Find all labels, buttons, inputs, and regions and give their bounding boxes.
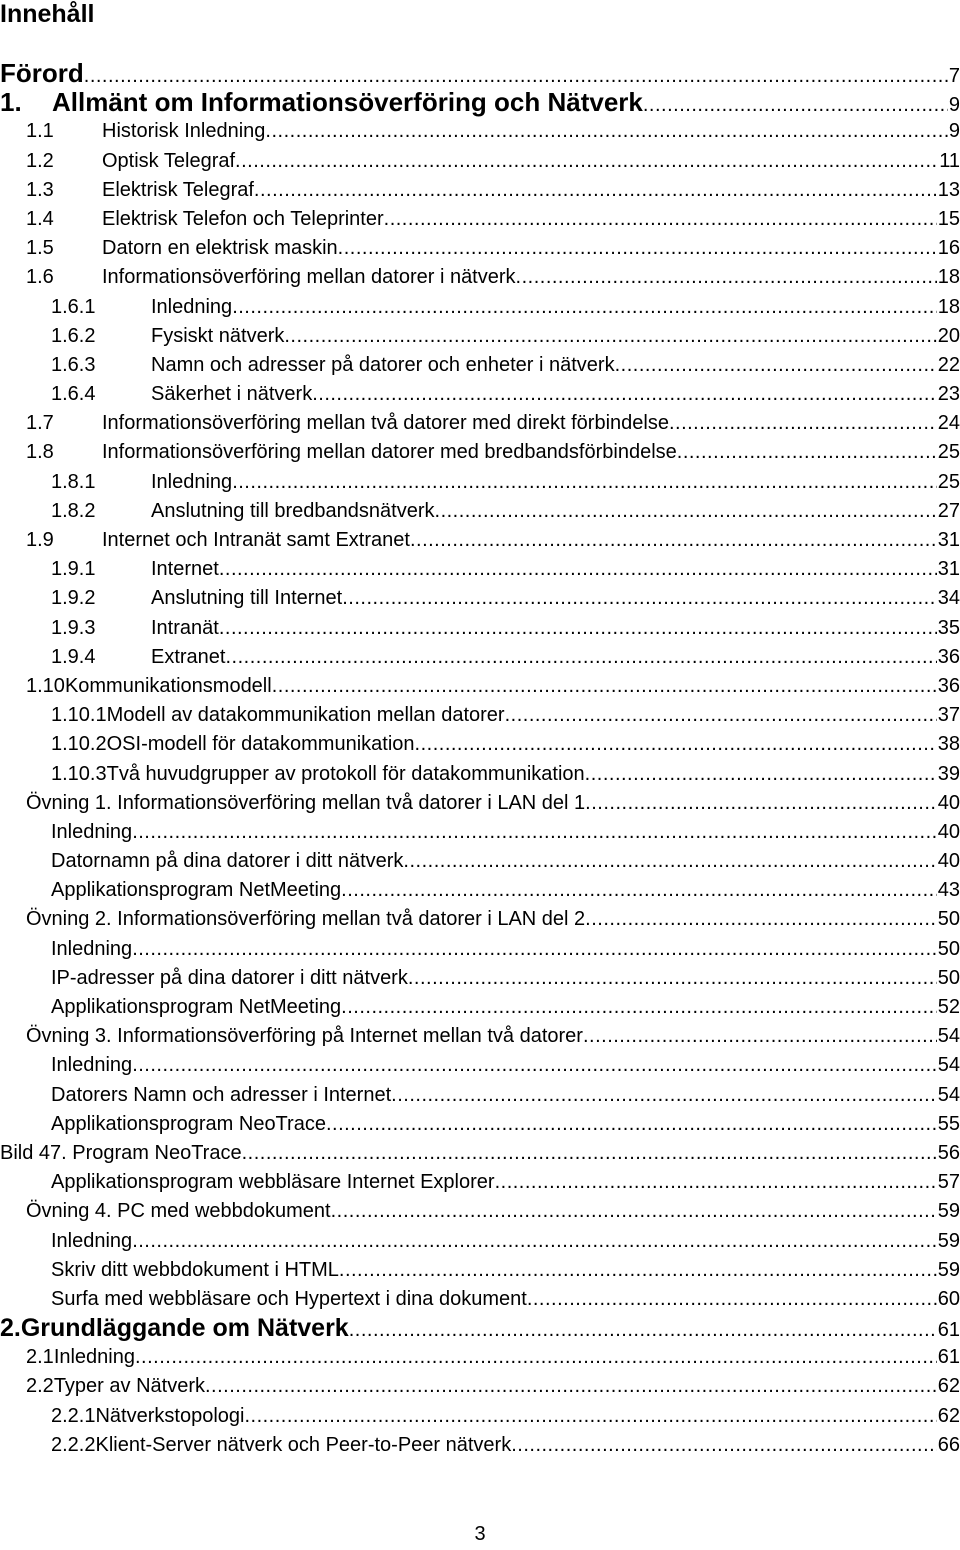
toc-entry-number: 1.6.3: [51, 353, 96, 376]
toc-leader: [331, 1197, 937, 1226]
toc-entry[interactable]: [0, 526, 960, 555]
toc-entry[interactable]: [0, 117, 960, 146]
toc-leader: [408, 964, 937, 993]
toc-entry-page: 34: [937, 587, 960, 610]
toc-entry[interactable]: [0, 293, 960, 322]
toc-entry-title: Anslutning till Internet: [151, 587, 343, 610]
toc-entry-page: 52: [937, 996, 960, 1018]
toc-entry-title: Internet: [151, 558, 219, 581]
toc-entry[interactable]: [0, 468, 960, 497]
toc-leader: [669, 409, 937, 438]
toc-leader: [384, 205, 937, 234]
toc-entry-number: 2.2: [26, 1375, 54, 1398]
toc-entry[interactable]: [0, 409, 960, 438]
toc-entry-number: 1.9.3: [51, 616, 96, 639]
toc-entry-page: 36: [937, 645, 960, 668]
toc-entry-page: 31: [937, 529, 960, 551]
toc-entry-page: 15: [937, 207, 960, 230]
page-number: 3: [474, 1523, 486, 1545]
toc-entry-number: 1.5: [26, 237, 54, 260]
toc-entry[interactable]: [0, 234, 960, 263]
toc-entry-number: 1.9.2: [51, 587, 96, 610]
toc-entry-title: OSI-modell för datakommunikation: [106, 733, 415, 756]
toc-entry[interactable]: [0, 614, 960, 643]
toc-entry-title: Informationsöverföring mellan datorer i nätverk: [102, 266, 516, 289]
toc-entry-title: IP-adresser på dina datorer i ditt nätverk: [51, 966, 408, 989]
toc-entry-title: Inledning: [51, 937, 133, 960]
toc-entry-page: 11: [939, 149, 960, 172]
toc-entry-title: Intranät: [151, 616, 219, 639]
toc-entry[interactable]: [0, 1022, 960, 1051]
toc-entry-page: 62: [937, 1375, 960, 1398]
toc-entry-page: 25: [937, 470, 960, 493]
toc-leader: [435, 497, 937, 526]
toc-entry-title: Nätverkstopologi: [95, 1404, 245, 1427]
toc-entry-number: 1.10.2: [51, 733, 107, 756]
toc-entry-number: 1.10.3: [51, 762, 107, 785]
toc-entry[interactable]: [0, 1256, 960, 1285]
toc-entry-title: Datorn en elektrisk maskin: [102, 237, 338, 260]
toc-entry-title: Datornamn på dina datorer i ditt nätverk: [51, 850, 404, 873]
toc-entry-title: Inledning: [151, 470, 233, 493]
toc-leader: [326, 1110, 937, 1139]
toc-leader: [341, 993, 937, 1022]
toc-leader: [225, 643, 936, 672]
toc-leader: [219, 555, 937, 584]
toc-entry-number: 1.8.1: [51, 470, 96, 493]
toc-entry[interactable]: [0, 730, 960, 759]
toc-entry[interactable]: [0, 701, 960, 730]
toc-entry-title: Inledning: [51, 1229, 133, 1252]
toc-leader: [511, 1431, 937, 1460]
toc-entry[interactable]: [0, 905, 960, 934]
toc-entry-page: 50: [937, 908, 960, 931]
toc-leader: [84, 62, 948, 88]
toc-entry-title: Förord: [0, 59, 84, 88]
toc-leader: [516, 263, 937, 292]
toc-entry[interactable]: [0, 147, 960, 176]
toc-entry-number: 2.1: [26, 1346, 54, 1369]
toc-entry-page: 13: [937, 178, 960, 201]
toc-entry[interactable]: [0, 59, 960, 88]
toc-entry[interactable]: [0, 643, 960, 672]
toc-entry-number: 1.6.4: [51, 383, 96, 406]
toc-leader: [244, 1402, 936, 1431]
toc-leader: [527, 1285, 937, 1314]
toc-entry-page: 22: [937, 353, 960, 376]
toc-entry-page: 61: [937, 1319, 960, 1342]
toc-leader: [232, 468, 937, 497]
toc-entry-number: 1.1: [26, 120, 54, 143]
toc-leader: [349, 1316, 937, 1343]
toc-entry-number: 1.7: [26, 412, 54, 435]
toc-entry-title: Skriv ditt webbdokument i HTML: [51, 1258, 339, 1281]
toc-entry[interactable]: [0, 322, 960, 351]
toc-entry[interactable]: [0, 993, 960, 1022]
toc-entry-title: Övning 2. Informationsöverföring mellan två datorer i LAN del 2: [26, 908, 586, 931]
toc-entry-title: Elektrisk Telegraf: [102, 178, 254, 201]
toc-entry-title: Datorers Namn och adresser i Internet: [51, 1083, 392, 1106]
toc-entry-title: Kommunikationsmodell: [64, 674, 272, 697]
toc-entry[interactable]: [0, 555, 960, 584]
toc-leader: [232, 293, 937, 322]
toc-entry-title: Extranet: [151, 645, 226, 668]
toc-entry-page: 60: [937, 1287, 960, 1310]
toc-entry-title: Anslutning till bredbandsnätverk: [151, 499, 435, 522]
toc-entry-title: Namn och adresser på datorer och enheter i nätverk: [151, 353, 615, 376]
toc-entry-title: Inledning: [151, 295, 233, 318]
toc-entry[interactable]: [0, 88, 960, 117]
toc-entry-title: Internet och Intranät samt Extranet: [102, 529, 410, 551]
toc-entry-title: Modell av datakommunikation mellan datorer: [106, 704, 505, 727]
toc-entry[interactable]: [0, 1227, 960, 1256]
toc-entry-page: 40: [937, 820, 960, 843]
toc-entry[interactable]: [0, 1168, 960, 1197]
toc-leader: [254, 176, 937, 205]
toc-entry-page: 27: [937, 499, 960, 522]
toc-entry-title: Säkerhet i nätverk: [151, 383, 313, 406]
toc-entry-number: 2.: [0, 1314, 21, 1343]
toc-entry-title: Elektrisk Telefon och Teleprinter: [102, 207, 384, 230]
toc-entry-page: 50: [937, 937, 960, 960]
toc-leader: [135, 1343, 937, 1372]
toc-entry-page: 9: [948, 120, 960, 143]
toc-leader: [242, 1139, 937, 1168]
toc-entry-title: Informationsöverföring mellan två datorer med direkt förbindelse: [102, 412, 669, 435]
toc-entry-title: Inledning: [53, 1346, 135, 1369]
toc-entry[interactable]: [0, 964, 960, 993]
toc-entry-title: Övning 3. Informationsöverföring på Internet mellan två datorer: [26, 1025, 583, 1048]
toc-entry[interactable]: [0, 380, 960, 409]
toc-leader: [391, 1081, 937, 1110]
toc-leader: [585, 760, 937, 789]
toc-leader: [205, 1372, 937, 1401]
toc-leader: [415, 730, 937, 759]
toc-leader: [312, 380, 937, 409]
toc-entry-title: Surfa med webbläsare och Hypertext i dina dokument: [51, 1287, 527, 1310]
toc-entry[interactable]: [0, 672, 960, 701]
toc-entry-title: Inledning: [51, 1054, 133, 1077]
toc-entry-page: 35: [937, 616, 960, 639]
toc-entry-page: 16: [937, 237, 960, 260]
toc-entry-number: 1.10.1: [51, 704, 107, 727]
toc-entry-title: Allmänt om Informationsöverföring och Nätverk: [52, 88, 643, 118]
toc-leader: [585, 789, 937, 818]
toc-entry-number: 2.2.2: [51, 1433, 96, 1456]
toc-entry-number: 1.9: [26, 529, 54, 551]
toc-entry-number: 1.6.1: [51, 295, 96, 318]
toc-entry-title: Bild 47. Program NeoTrace: [0, 1141, 242, 1164]
toc-entry-page: 54: [937, 1083, 960, 1106]
toc-leader: [677, 438, 937, 467]
toc-leader: [339, 1256, 937, 1285]
toc-entry[interactable]: [0, 351, 960, 380]
toc-entry-page: 24: [937, 412, 960, 435]
toc-entry-title: Övning 1. Informationsöverföring mellan två datorer i LAN del 1: [26, 791, 586, 814]
toc-entry[interactable]: [0, 1197, 960, 1226]
toc-entry-page: 62: [937, 1404, 960, 1427]
toc-entry[interactable]: [0, 1285, 960, 1314]
toc-leader: [265, 117, 947, 146]
toc-entry[interactable]: [0, 1081, 960, 1110]
toc-entry-title: Fysiskt nätverk: [151, 324, 285, 347]
toc-entry-title: Optisk Telegraf: [102, 149, 236, 172]
toc-entry[interactable]: [0, 789, 960, 818]
toc-leader: [505, 701, 937, 730]
toc-entry-page: 50: [937, 966, 960, 989]
toc-leader: [410, 526, 937, 555]
toc-leader: [341, 876, 937, 905]
toc-entry[interactable]: [0, 818, 960, 847]
toc-entry[interactable]: [0, 1402, 960, 1431]
toc-entry-page: 25: [937, 441, 960, 464]
toc-entry[interactable]: [0, 1343, 960, 1372]
toc-leader: [132, 1227, 937, 1256]
toc-entry-number: 1.8: [26, 441, 54, 464]
toc-entry-number: 1.6.2: [51, 324, 96, 347]
toc-entry-page: 59: [937, 1200, 960, 1223]
toc-entry[interactable]: [0, 1051, 960, 1080]
toc-entry[interactable]: [0, 876, 960, 905]
toc-entry-title: Inledning: [51, 820, 133, 843]
toc-leader: [585, 905, 937, 934]
toc-entry-page: 39: [937, 762, 960, 785]
toc-entry[interactable]: [0, 205, 960, 234]
toc-entry-page: 20: [937, 324, 960, 347]
toc-entry[interactable]: [0, 935, 960, 964]
toc-entry[interactable]: [0, 176, 960, 205]
toc-leader: [338, 234, 937, 263]
toc-entry-number: 1.9.4: [51, 645, 96, 668]
toc-entry-page: 59: [937, 1229, 960, 1252]
toc-entry-number: 1.2: [26, 149, 54, 172]
toc-entry-title: Övning 4. PC med webbdokument: [26, 1200, 331, 1223]
toc-leader: [403, 847, 936, 876]
toc-entry-title: Två huvudgrupper av protokoll för datakommunikation: [106, 762, 585, 785]
toc-entry[interactable]: [0, 847, 960, 876]
toc-entry[interactable]: [0, 1139, 960, 1168]
toc-entry-page: 56: [937, 1141, 960, 1164]
toc-entry-page: 59: [937, 1258, 960, 1281]
toc-entry-page: 66: [937, 1433, 960, 1456]
toc-entry-page: 18: [937, 295, 960, 318]
toc-entry-number: 1.9.1: [51, 558, 96, 581]
toc-entry-title: Applikationsprogram webbläsare Internet Explorer: [51, 1171, 495, 1194]
toc-leader: [272, 672, 937, 701]
toc-entry-page: 31: [937, 558, 960, 581]
toc-entry-title: Historisk Inledning: [102, 120, 266, 143]
toc-entry-number: 1.3: [26, 178, 54, 201]
toc-entry-number: 1.6: [26, 266, 54, 289]
toc-entry[interactable]: [0, 1314, 960, 1343]
table-of-contents: [0, 59, 960, 1460]
toc-entry[interactable]: [0, 1372, 960, 1401]
toc-entry-page: 18: [937, 266, 960, 289]
toc-entry-title: Applikationsprogram NetMeeting: [51, 996, 342, 1018]
toc-leader: [284, 322, 936, 351]
toc-entry[interactable]: [0, 438, 960, 467]
toc-entry[interactable]: [0, 760, 960, 789]
toc-entry-number: 1.10: [26, 674, 65, 697]
toc-entry-page: 9: [948, 94, 960, 117]
toc-entry-title: Applikationsprogram NetMeeting: [51, 879, 342, 902]
toc-entry-page: 57: [937, 1171, 960, 1194]
toc-entry[interactable]: [0, 497, 960, 526]
toc-entry-number: 1.4: [26, 207, 54, 230]
toc-leader: [615, 351, 937, 380]
toc-entry-title: Informationsöverföring mellan datorer med bredbandsförbindelse: [102, 441, 677, 464]
toc-leader: [219, 614, 937, 643]
toc-entry-page: 40: [937, 791, 960, 814]
toc-entry[interactable]: [0, 584, 960, 613]
toc-entry-page: 55: [937, 1112, 960, 1135]
toc-entry-page: 40: [937, 850, 960, 873]
toc-entry-page: 23: [937, 383, 960, 406]
toc-entry-title: Klient-Server nätverk och Peer-to-Peer nätverk: [95, 1433, 512, 1456]
toc-leader: [583, 1022, 937, 1051]
toc-entry[interactable]: [0, 263, 960, 292]
toc-leader: [495, 1168, 937, 1197]
toc-leader: [342, 584, 937, 613]
toc-leader: [643, 91, 948, 117]
toc-entry-number: 1.: [0, 88, 22, 118]
toc-entry-title: Grundläggande om Nätverk: [20, 1314, 349, 1343]
toc-entry-title: Applikationsprogram NeoTrace: [51, 1112, 326, 1135]
toc-entry-title: Typer av Nätverk: [53, 1375, 205, 1398]
toc-entry-page: 54: [937, 1025, 960, 1048]
toc-entry-page: 54: [937, 1054, 960, 1077]
toc-leader: [132, 935, 937, 964]
toc-entry-page: 61: [937, 1346, 960, 1369]
toc-entry-page: 43: [937, 879, 960, 902]
page-heading: Innehåll: [0, 0, 95, 28]
toc-leader: [235, 147, 938, 176]
toc-leader: [132, 818, 937, 847]
toc-entry-number: 2.2.1: [51, 1404, 96, 1427]
toc-entry[interactable]: [0, 1110, 960, 1139]
toc-entry-number: 1.8.2: [51, 499, 96, 522]
toc-entry[interactable]: [0, 1431, 960, 1460]
toc-entry-page: 38: [937, 733, 960, 756]
toc-entry-page: 36: [937, 674, 960, 697]
toc-entry-page: 7: [948, 65, 960, 87]
toc-entry-page: 37: [937, 704, 960, 727]
toc-leader: [132, 1051, 937, 1080]
